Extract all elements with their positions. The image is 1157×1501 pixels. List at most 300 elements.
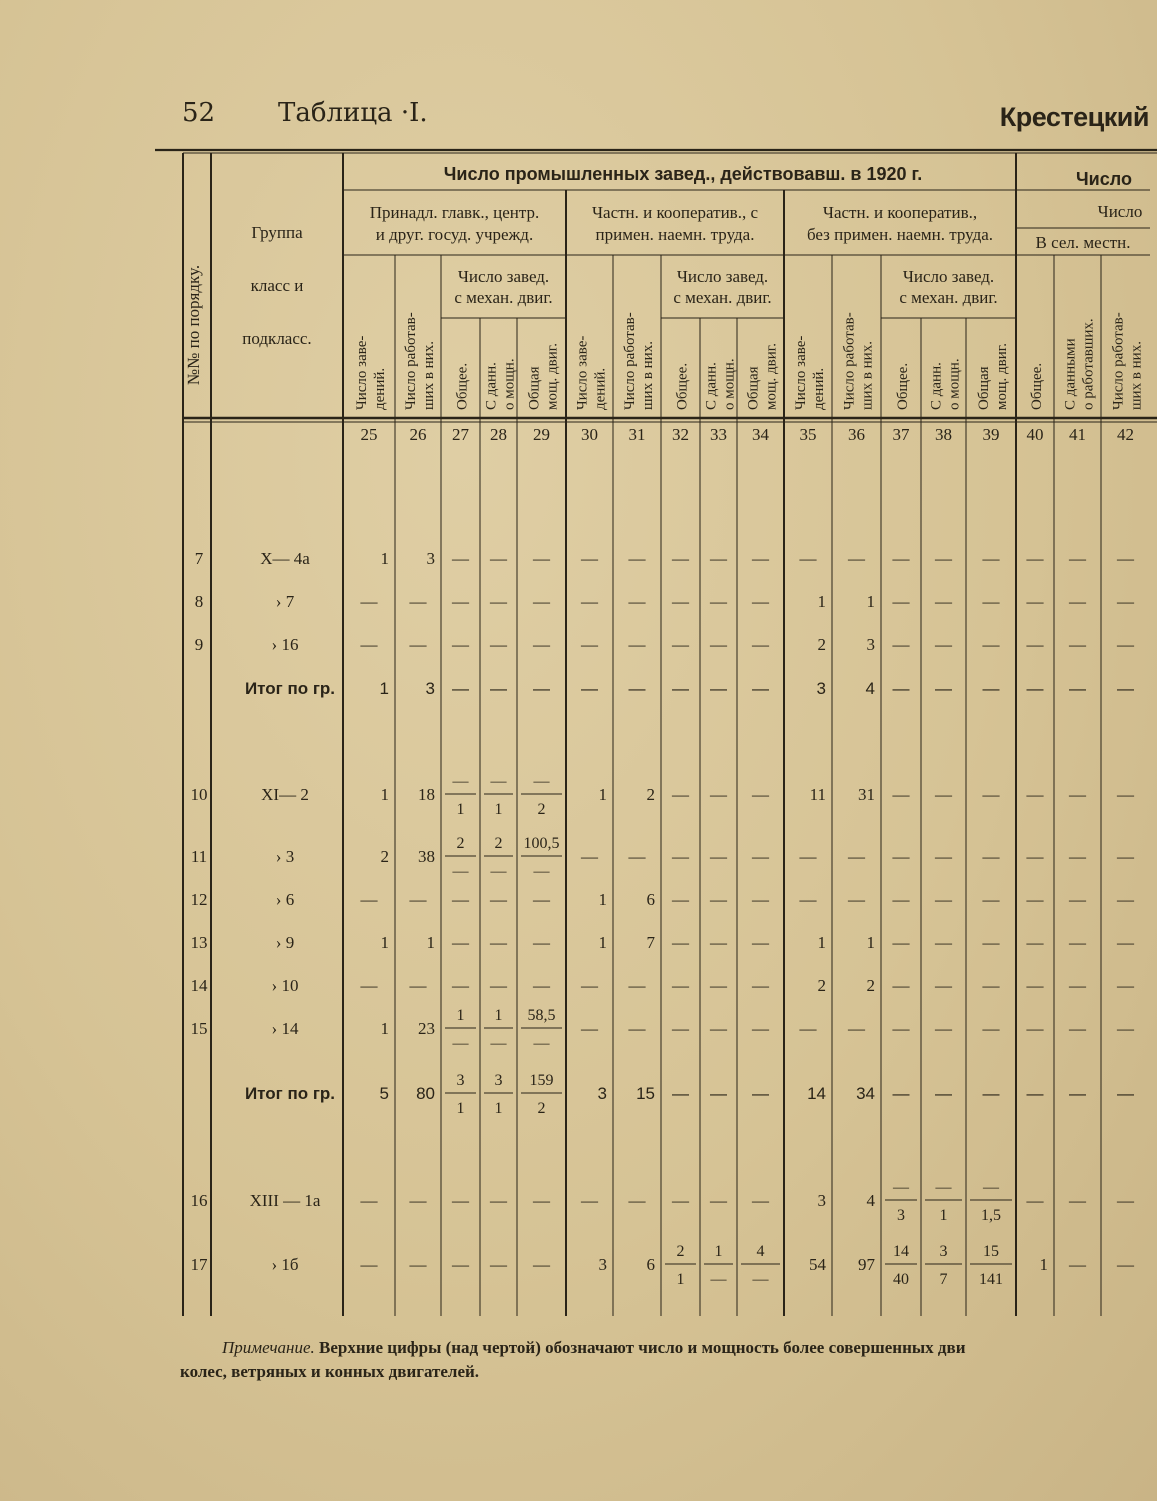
mech-header: с механ. двиг. xyxy=(454,288,553,307)
column-number: 30 xyxy=(581,425,598,444)
cell-value: 3 xyxy=(817,1191,826,1210)
cell-value: — xyxy=(1117,679,1134,698)
cell-value: — xyxy=(892,635,910,654)
row-number: 17 xyxy=(190,1255,208,1274)
column-header: Число работав- xyxy=(841,312,858,410)
cell-value: — xyxy=(533,679,550,698)
cell-value: — xyxy=(892,976,910,995)
column-number: 29 xyxy=(533,425,550,444)
cell-value: — xyxy=(710,976,727,995)
cell-value: — xyxy=(581,1019,598,1038)
cell-value: — xyxy=(892,933,910,952)
cell-value: — xyxy=(672,933,689,952)
cell-value: 6 xyxy=(646,1255,655,1274)
cell-upper: — xyxy=(452,773,469,790)
cell-value: — xyxy=(892,1019,910,1038)
cell-value: — xyxy=(1117,847,1134,866)
cell-value: 1 xyxy=(380,1019,389,1038)
cell-value: — xyxy=(628,549,646,568)
column-header: мощ. двиг. xyxy=(544,343,561,410)
cell-value: — xyxy=(1026,679,1044,698)
cell-value: 1 xyxy=(1039,1255,1048,1274)
cell-value: 1 xyxy=(598,890,607,909)
cell-value: — xyxy=(892,679,910,698)
cell-value: — xyxy=(452,890,469,909)
cell-value: — xyxy=(490,1191,507,1210)
cell-value: — xyxy=(490,933,507,952)
cell-value: 97 xyxy=(858,1255,875,1274)
cell-lower: — xyxy=(533,1035,550,1052)
cell-value: 4 xyxy=(865,679,875,698)
cell-value: — xyxy=(409,1191,427,1210)
row-label: XIII — 1а xyxy=(249,1191,321,1210)
cell-value: — xyxy=(1069,549,1086,568)
cell-value: — xyxy=(628,847,646,866)
cell-value: — xyxy=(982,549,1000,568)
cell-upper: 3 xyxy=(456,1072,465,1089)
cell-value: — xyxy=(935,1084,952,1103)
column-header: Общая xyxy=(526,366,543,410)
cell-value: — xyxy=(1117,785,1134,804)
row-label: › 3 xyxy=(275,847,295,866)
cell-upper: — xyxy=(893,1179,909,1196)
cell-value: — xyxy=(982,679,1000,698)
cell-value: — xyxy=(1069,1084,1086,1103)
cell-value: 11 xyxy=(809,785,826,804)
cell-value: 3 xyxy=(816,679,826,698)
mech-header: с механ. двиг. xyxy=(673,288,772,307)
cell-value: — xyxy=(1026,890,1044,909)
cell-value: — xyxy=(581,847,598,866)
cell-value: 31 xyxy=(858,785,875,804)
cell-lower: 1 xyxy=(939,1207,948,1224)
cell-value: — xyxy=(935,847,952,866)
row-label: › 1б xyxy=(271,1255,299,1274)
cell-value: — xyxy=(1026,635,1044,654)
cell-value: 34 xyxy=(856,1084,875,1103)
column-header: дений. xyxy=(592,367,609,410)
cell-value: 1 xyxy=(380,933,389,952)
cell-value: — xyxy=(1117,976,1134,995)
cell-value: — xyxy=(360,635,378,654)
ownership-header: Принадл. главк., центр. xyxy=(369,203,540,222)
cell-value: 1 xyxy=(426,933,435,952)
cell-value: — xyxy=(1026,1019,1044,1038)
ownership-header: и друг. госуд. учрежд. xyxy=(375,225,534,244)
cell-upper: 3 xyxy=(939,1243,948,1260)
cell-value: — xyxy=(982,785,1000,804)
column-header: ших в них. xyxy=(640,341,656,410)
column-header: Общее. xyxy=(674,362,691,410)
cell-upper: 2 xyxy=(456,835,465,852)
cell-upper: 1 xyxy=(714,1243,723,1260)
column-header: ших в них. xyxy=(421,341,437,410)
group-header: класс и xyxy=(250,276,304,295)
cell-lower: — xyxy=(752,1271,769,1288)
cell-value: 4 xyxy=(866,1191,875,1210)
group-total-label: Итог по гр. xyxy=(244,679,336,698)
cell-value: — xyxy=(752,890,769,909)
cell-value: — xyxy=(533,890,550,909)
cell-value: — xyxy=(672,890,689,909)
cell-value: — xyxy=(1117,635,1134,654)
row-number: 8 xyxy=(194,592,204,611)
row-label: › 9 xyxy=(275,933,295,952)
column-header: Число работав- xyxy=(622,312,638,410)
cell-value: — xyxy=(672,635,689,654)
cell-value: — xyxy=(452,679,469,698)
cell-value: — xyxy=(710,1019,727,1038)
cell-value: — xyxy=(628,635,646,654)
cell-value: — xyxy=(452,549,469,568)
column-header: Общее. xyxy=(454,362,471,410)
cell-value: — xyxy=(935,592,952,611)
cell-value: 1 xyxy=(598,785,607,804)
cell-value: — xyxy=(752,549,769,568)
column-header: мощ. двиг. xyxy=(763,343,780,410)
cell-value: — xyxy=(799,1019,817,1038)
cell-value: — xyxy=(752,933,769,952)
cell-value: — xyxy=(490,890,507,909)
column-number: 25 xyxy=(360,425,378,444)
cell-value: 2 xyxy=(380,847,389,866)
cell-value: 3 xyxy=(597,1084,607,1103)
cell-lower: 1 xyxy=(676,1271,685,1288)
note-label: Примечание. xyxy=(222,1338,315,1357)
cell-value: — xyxy=(409,976,427,995)
cell-value: — xyxy=(710,635,727,654)
cell-value: — xyxy=(533,1191,550,1210)
cell-lower: — xyxy=(490,863,507,880)
cell-value: — xyxy=(1117,1019,1134,1038)
cell-value: — xyxy=(1117,549,1134,568)
column-header: Общая xyxy=(745,366,762,410)
cell-value: — xyxy=(581,976,598,995)
cell-value: 1 xyxy=(380,549,389,568)
cell-value: — xyxy=(1117,890,1134,909)
cell-value: — xyxy=(533,635,550,654)
row-label: › 7 xyxy=(275,592,295,611)
row-number: 9 xyxy=(194,635,204,654)
cell-value: — xyxy=(935,1019,952,1038)
cell-value: — xyxy=(982,1084,1000,1103)
row-number: 13 xyxy=(190,933,208,952)
cell-value: — xyxy=(799,549,817,568)
cell-value: — xyxy=(628,976,646,995)
cell-value: 1 xyxy=(380,785,389,804)
cell-value: — xyxy=(672,976,689,995)
cell-value: — xyxy=(935,549,952,568)
column-header: С данн. xyxy=(928,362,945,410)
cell-value: — xyxy=(490,679,507,698)
row-label: › 14 xyxy=(271,1019,299,1038)
cell-value: — xyxy=(452,1255,469,1274)
cell-value: — xyxy=(452,1191,469,1210)
cell-value: — xyxy=(409,1255,427,1274)
cell-upper: 14 xyxy=(893,1243,909,1260)
cell-value: 80 xyxy=(416,1084,435,1103)
row-label: XI— 2 xyxy=(261,785,309,804)
cell-lower: 1 xyxy=(494,1100,503,1117)
header-right: Число xyxy=(1076,169,1132,189)
cell-value: — xyxy=(935,933,952,952)
cell-value: — xyxy=(848,1019,865,1038)
cell-value: — xyxy=(533,592,550,611)
cell-value: — xyxy=(1117,933,1134,952)
cell-upper: — xyxy=(490,773,507,790)
cell-lower: 3 xyxy=(897,1207,905,1224)
row-number: 12 xyxy=(190,890,208,909)
table-note xyxy=(180,1336,1150,1384)
cell-value: 15 xyxy=(636,1084,655,1103)
column-header: Общая xyxy=(976,366,992,410)
cell-upper: 1 xyxy=(494,1007,503,1024)
cell-value: — xyxy=(892,890,910,909)
ownership-header: примен. наемн. труда. xyxy=(595,225,755,244)
cell-value: — xyxy=(490,635,507,654)
cell-value: — xyxy=(935,976,952,995)
cell-value: 3 xyxy=(425,679,435,698)
cell-upper: — xyxy=(533,773,550,790)
cell-value: — xyxy=(672,592,689,611)
cell-value: — xyxy=(628,592,646,611)
cell-value: — xyxy=(490,592,507,611)
column-header: о мощн. xyxy=(946,358,963,410)
cell-value: 23 xyxy=(418,1019,435,1038)
cell-value: — xyxy=(360,890,378,909)
cell-value: — xyxy=(1069,785,1086,804)
cell-upper: 2 xyxy=(676,1243,685,1260)
cell-lower: — xyxy=(452,1035,469,1052)
cell-value: — xyxy=(628,1019,646,1038)
column-header: Общее. xyxy=(895,362,911,410)
cell-value: — xyxy=(581,635,598,654)
cell-lower: — xyxy=(533,863,550,880)
cell-value: — xyxy=(799,890,817,909)
cell-value: — xyxy=(710,592,727,611)
column-number: 26 xyxy=(409,425,427,444)
cell-value: — xyxy=(360,592,378,611)
cell-value: — xyxy=(710,679,727,698)
cell-value: — xyxy=(848,890,865,909)
column-header: мощ. двиг. xyxy=(994,343,1010,410)
cell-value: 1 xyxy=(379,679,389,698)
cell-value: 1 xyxy=(866,933,875,952)
cell-value: — xyxy=(892,1084,910,1103)
column-number: 34 xyxy=(752,425,769,444)
cell-upper: 2 xyxy=(494,835,503,852)
cell-value: 2 xyxy=(646,785,655,804)
cell-value: — xyxy=(982,1019,1000,1038)
column-number: 41 xyxy=(1069,425,1086,444)
cell-value: — xyxy=(581,592,598,611)
cell-value: — xyxy=(752,1084,769,1103)
cell-lower: 1 xyxy=(456,1100,465,1117)
ownership-header: Частн. и кооператив., с xyxy=(591,203,759,222)
cell-value: — xyxy=(1026,1191,1044,1210)
column-number: 39 xyxy=(982,425,1000,444)
cell-value: 2 xyxy=(817,635,826,654)
page-number: 52 xyxy=(182,98,216,128)
cell-value: — xyxy=(672,549,689,568)
cell-value: — xyxy=(710,785,727,804)
cell-value: — xyxy=(710,847,727,866)
cell-lower: 7 xyxy=(939,1271,948,1288)
cell-upper: 159 xyxy=(529,1072,554,1089)
mech-header: Число завед. xyxy=(457,267,550,286)
column-number: 40 xyxy=(1026,425,1044,444)
column-number: 31 xyxy=(628,425,646,444)
cell-upper: 1 xyxy=(456,1007,465,1024)
cell-value: — xyxy=(490,549,507,568)
cell-value: — xyxy=(935,890,952,909)
cell-value: — xyxy=(1026,847,1044,866)
cell-value: — xyxy=(533,933,550,952)
column-number: 42 xyxy=(1117,425,1134,444)
cell-lower: 1 xyxy=(494,801,503,818)
cell-value: — xyxy=(982,976,1000,995)
cell-value: — xyxy=(982,592,1000,611)
cell-lower: 2 xyxy=(537,1100,546,1117)
cell-value: — xyxy=(982,847,1000,866)
column-number: 37 xyxy=(892,425,910,444)
mech-header: с механ. двиг. xyxy=(899,288,998,307)
cell-lower: 141 xyxy=(979,1271,1003,1288)
cell-value: — xyxy=(533,549,550,568)
cell-value: — xyxy=(581,549,598,568)
cell-value: — xyxy=(490,1255,507,1274)
row-number: 11 xyxy=(190,847,208,866)
row-label: › 6 xyxy=(275,890,295,909)
cell-value: — xyxy=(360,976,378,995)
cell-value: — xyxy=(1069,1191,1086,1210)
row-label: X— 4а xyxy=(260,549,310,568)
note-line-1: Верхние цифры (над чертой) обозначают число и мощность более совершенных дви xyxy=(319,1338,966,1357)
column-header: Число заве- xyxy=(793,335,809,410)
cell-lower: — xyxy=(452,863,469,880)
row-number: 14 xyxy=(190,976,208,995)
cell-value: — xyxy=(848,847,865,866)
cell-value: — xyxy=(752,785,769,804)
column-header: о мощн. xyxy=(721,358,738,410)
cell-lower: — xyxy=(490,1035,507,1052)
cell-value: — xyxy=(1069,679,1086,698)
cell-value: — xyxy=(1069,933,1086,952)
cell-value: — xyxy=(752,592,769,611)
cell-value: — xyxy=(752,1191,769,1210)
cell-value: — xyxy=(672,785,689,804)
cell-value: 14 xyxy=(807,1084,826,1103)
column-header: о работавших. xyxy=(1080,318,1097,410)
side-header: №№ по порядку. xyxy=(184,264,203,386)
cell-value: — xyxy=(1069,847,1086,866)
cell-value: — xyxy=(892,549,910,568)
cell-value: — xyxy=(628,679,646,698)
cell-value: — xyxy=(710,890,727,909)
cell-value: — xyxy=(409,592,427,611)
cell-value: — xyxy=(752,635,769,654)
cell-value: 6 xyxy=(646,890,655,909)
cell-upper: 58,5 xyxy=(527,1007,556,1024)
cell-value: — xyxy=(1069,592,1086,611)
cell-value: — xyxy=(1117,1191,1134,1210)
column-header: С данн. xyxy=(703,362,720,410)
cell-value: — xyxy=(799,847,817,866)
cell-value: 3 xyxy=(426,549,435,568)
column-header: о мощн. xyxy=(501,358,518,410)
cell-value: — xyxy=(1069,976,1086,995)
column-header: С данными xyxy=(1062,338,1079,410)
cell-value: — xyxy=(360,1191,378,1210)
cell-value: — xyxy=(490,976,507,995)
cell-value: 1 xyxy=(866,592,875,611)
cell-value: — xyxy=(935,679,952,698)
cell-value: — xyxy=(752,679,769,698)
cell-value: — xyxy=(1117,1255,1134,1274)
cell-value: — xyxy=(1026,1084,1044,1103)
cell-value: — xyxy=(710,1084,727,1103)
column-header: ших в них. xyxy=(1128,341,1145,410)
cell-lower: 2 xyxy=(537,801,546,818)
cell-lower: 40 xyxy=(893,1271,909,1288)
mech-header: Число завед. xyxy=(676,267,769,286)
cell-lower: 1,5 xyxy=(981,1207,1001,1224)
cell-value: — xyxy=(982,890,1000,909)
cell-value: — xyxy=(452,976,469,995)
cell-value: — xyxy=(452,933,469,952)
cell-upper: 4 xyxy=(756,1243,765,1260)
cell-value: — xyxy=(892,785,910,804)
cell-value: — xyxy=(1117,1084,1134,1103)
cell-value: — xyxy=(892,592,910,611)
column-header: С данн. xyxy=(483,362,500,410)
cell-value: — xyxy=(1069,635,1086,654)
column-number: 35 xyxy=(799,425,817,444)
cell-value: — xyxy=(1069,1255,1086,1274)
cell-upper: 15 xyxy=(983,1243,999,1260)
cell-value: — xyxy=(409,890,427,909)
cell-value: — xyxy=(672,847,689,866)
cell-value: 1 xyxy=(817,933,826,952)
cell-value: 1 xyxy=(598,933,607,952)
cell-value: — xyxy=(935,785,952,804)
cell-upper: 100,5 xyxy=(523,835,560,852)
cell-value: 5 xyxy=(379,1084,389,1103)
row-number: 7 xyxy=(194,549,204,568)
column-header: дений. xyxy=(372,367,388,410)
cell-value: 54 xyxy=(809,1255,826,1274)
row-number: 16 xyxy=(190,1191,208,1210)
column-header: Число работав- xyxy=(403,312,419,410)
table-title: Таблица ·I. xyxy=(278,98,428,128)
column-number: 32 xyxy=(672,425,689,444)
column-number: 36 xyxy=(848,425,865,444)
cell-value: — xyxy=(935,635,952,654)
cell-value: 1 xyxy=(817,592,826,611)
group-header: Группа xyxy=(251,223,303,242)
cell-value: — xyxy=(581,679,598,698)
ownership-header: без примен. наемн. труда. xyxy=(806,225,994,244)
column-number: 27 xyxy=(452,425,469,444)
row-label: › 10 xyxy=(271,976,299,995)
cell-value: — xyxy=(982,635,1000,654)
group-total-label: Итог по гр. xyxy=(244,1084,336,1103)
cell-value: — xyxy=(1026,785,1044,804)
ownership-header: В сел. местн. xyxy=(1035,233,1131,252)
cell-value: — xyxy=(581,1191,598,1210)
cell-value: — xyxy=(672,1191,689,1210)
cell-value: 38 xyxy=(418,847,435,866)
